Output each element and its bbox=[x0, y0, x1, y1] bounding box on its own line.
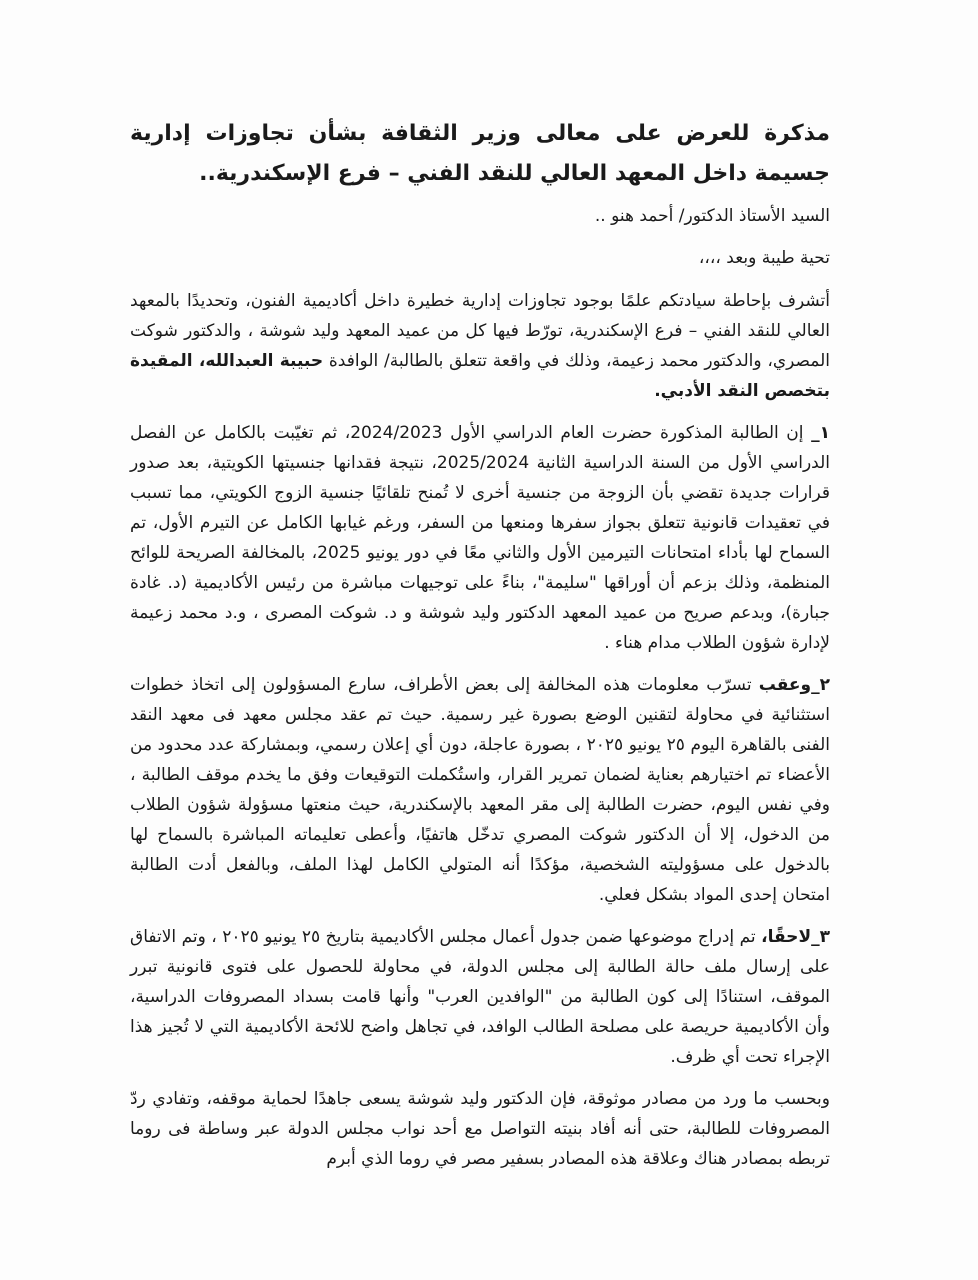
item-1-text: إن الطالبة المذكورة حضرت العام الدراسي الأول 2024/2023، ثم تغيّبت بالكامل عن الفصل الدراسي الأول من السنة الدراسية الثانية 2025/2024، نتيجة فقدانها جنسيتها الكويتية، بعد صدور قرارات جديدة تقضي بأن الزوجة من جنسية أخرى لا تُمنح تلقائيًا جنسية الزوج الكويتي، مما تسبب في تعقيدات قانونية تتعلق بجواز سفرها ومنعها من السفر، ورغم غيابها الكامل عن التيرم الأول، تم السماح لها بأداء امتحانات التيرمين الأول والثاني معًا في دور يونيو 2025، بالمخالفة الصريحة للوائح المنظمة، وذلك بزعم أن أوراقها "سليمة"، بناءً على توجيهات مباشرة من رئيس الأكاديمية (د. غادة جبارة)، وبدعم صريح من عميد المعهد الدكتور وليد شوشة و د. شوكت المصرى ، و.د محمد زعيمة لإدارة شؤون الطلاب مدام هناء . bbox=[130, 423, 830, 653]
memo-title: مذكرة للعرض على معالى وزير الثقافة بشأن تجاوزات إدارية جسيمة داخل المعهد العالي للنقد الفني – فرع الإسكندرية.. bbox=[130, 121, 830, 186]
document-body bbox=[130, 114, 830, 1184]
item-1-paragraph bbox=[130, 418, 830, 658]
addressee: السيد الأستاذ الدكتور/ أحمد هنو .. bbox=[594, 206, 830, 226]
intro-text: أتشرف بإحاطة سيادتكم علمًا بوجود تجاوزات إدارية خطيرة داخل أكاديمية الفنون، وتحديدًا بالمعهد العالي للنقد الفني – فرع الإسكندرية، تورّط فيها كل من عميد المعهد وليد شوشة ، والدكتور شوكت المصري، والدكتور محمد زعيمة، وذلك في واقعة تتعلق بالطالبة/ الوافدة bbox=[130, 291, 830, 371]
closing-paragraph: وبحسب ما ورد من مصادر موثوقة، فإن الدكتور وليد شوشة يسعى جاهدًا لحماية موقفه، وتفادي ردّ المصروفات للطالبة، حتى أنه أفاد بنيته التواصل مع أحد نواب مجلس الدولة عبر وساطة فى روما تربطه بمصادر هناك وعلاقة هذه المصادر بسفير مصر في روما الذي أبرم bbox=[130, 1089, 830, 1169]
intro-student-name: حبيبة العبدالله، المقيدة بتخصص النقد الأدبي. bbox=[130, 351, 830, 401]
item-2-paragraph bbox=[130, 670, 830, 910]
item-3-text: تم إدراج موضوعها ضمن جدول أعمال مجلس الأكاديمية بتاريخ ٢٥ يونيو ٢٠٢٥ ، وتم الاتفاق على إرسال ملف حالة الطالبة إلى مجلس الدولة، في محاولة للحصول على فتوى قانونية تبرر الموقف، استنادًا إلى كون الطالبة من "الوافدين العرب" وأنها قامت بسداد المصروفات الدراسية، وأن الأكاديمية حريصة على مصلحة الطالب الوافد، في تجاهل واضح للائحة الأكاديمية التي لا تُجيز هذا الإجراء تحت أي ظرف. bbox=[130, 927, 830, 1067]
item-2-marker: ٢_ bbox=[811, 675, 831, 695]
item-3-paragraph bbox=[130, 922, 830, 1072]
item-3-marker: ٣_ bbox=[811, 927, 830, 947]
intro-paragraph bbox=[130, 286, 830, 406]
item-1-marker: ١_ bbox=[811, 423, 831, 443]
item-2-lead: وعقب bbox=[758, 675, 812, 695]
greeting: تحية طيبة وبعد ،،،، bbox=[698, 248, 830, 268]
item-3-lead: لاحقًا، bbox=[761, 927, 812, 947]
item-2-text: تسرّب معلومات هذه المخالفة إلى بعض الأطراف، سارع المسؤولون إلى اتخاذ خطوات استثنائية في محاولة لتقنين الوضع بصورة غير رسمية. حيث تم عقد مجلس معهد فى معهد النقد الفنى بالقاهرة اليوم ٢٥ يونيو ٢٠٢٥ ، بصورة عاجلة، دون أي إعلان رسمي، وبمشاركة عدد محدود من الأعضاء تم اختيارهم بعناية لضمان تمرير القرار، واستُكملت التوقيعات وفق ما يخدم موقف الطالبة ، وفي نفس اليوم، حضرت الطالبة إلى مقر المعهد بالإسكندرية، حيث منعتها مسؤولة شؤون الطلاب من الدخول، إلا أن الدكتور شوكت المصري تدخّل هاتفيًا، وأعطى تعليماته المباشرة بالسماح لها بالدخول على مسؤوليته الشخصية، مؤكدًا أنه المتولي الكامل لهذا الملف، وبالفعل أدت الطالبة امتحان إحدى المواد بشكل فعلي. bbox=[130, 675, 830, 905]
